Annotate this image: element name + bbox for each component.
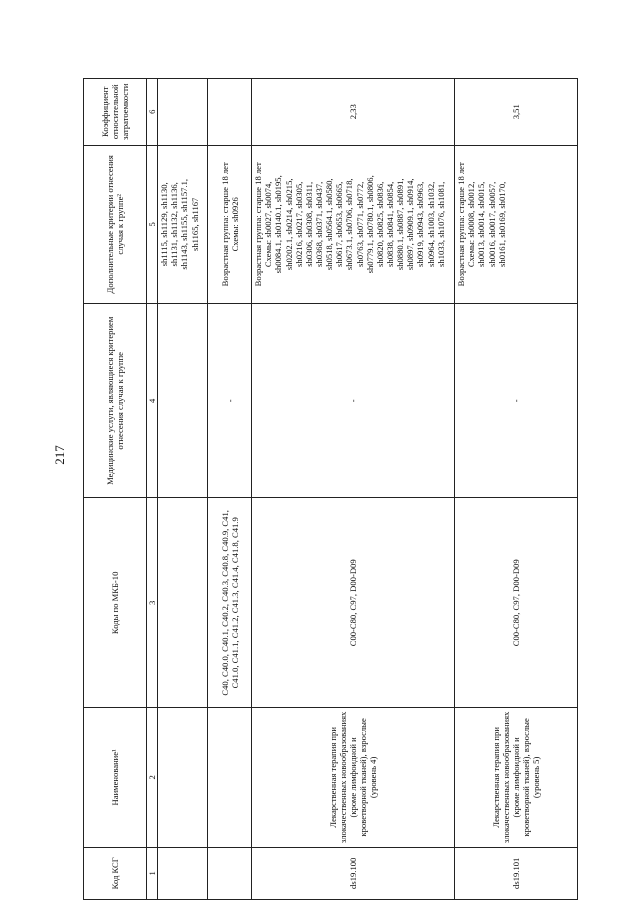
criteria-line: sh0518, sh0564.1, sh0580, xyxy=(324,178,335,271)
header-mkb: Коды по МКБ-10 xyxy=(84,498,147,708)
header-services: Медицинские услуги, являющиеся критерием отнесения случая к группе xyxy=(84,304,147,498)
cell-name xyxy=(208,708,252,847)
column-number: 3 xyxy=(147,498,158,708)
header-name: Наименование¹ xyxy=(84,708,147,847)
cell-code: ds19.100 xyxy=(252,847,455,899)
header-coefficient: Коэффициент относительной затратоемкости xyxy=(84,79,147,146)
table-row xyxy=(455,79,578,900)
criteria-line: sh0202.1, sh0214, sh0215, xyxy=(283,178,294,271)
cell-services: - xyxy=(252,304,455,498)
cell-mkb xyxy=(158,498,208,708)
column-number-row xyxy=(147,79,158,900)
criteria-line: sh1033, sh1076, sh1081, xyxy=(435,181,446,267)
criteria-line: sh0820, sh0825, sh0836, xyxy=(374,181,385,267)
cell-name: Лекарственная терапия при злокачественных новообразованиях (кроме лимфоидной и кроветворной тканей), взрослые (уровень 5) xyxy=(455,708,578,847)
cell-services: - xyxy=(208,304,252,498)
criteria-line: sh0897, sh0909.1, sh0914, xyxy=(405,178,416,271)
criteria-line: sh0084.1, sh0140.1, sh0195, xyxy=(273,175,284,274)
cell-criteria xyxy=(252,145,455,304)
criteria-line: Схемы: sh0027, sh0074, xyxy=(263,181,274,268)
criteria-line: Схемы: sh0008, sh0012, xyxy=(466,181,477,268)
header-criteria: Дополнительные критерии отнесения случая к группе² xyxy=(84,145,147,304)
column-number: 1 xyxy=(147,847,158,899)
criteria-line: sh0216, sh0217, sh0305, xyxy=(293,181,304,267)
cell-coefficient xyxy=(158,79,208,146)
column-number: 5 xyxy=(147,145,158,304)
cell-name xyxy=(158,708,208,847)
table-row xyxy=(158,79,208,900)
criteria-line: sh0016, sh0017, sh0057, xyxy=(486,181,497,267)
rotated-page-content xyxy=(83,78,578,900)
ksg-table xyxy=(83,78,578,900)
cell-coefficient: 2,33 xyxy=(252,79,455,146)
cell-coefficient xyxy=(208,79,252,146)
header-row xyxy=(84,79,147,900)
cell-mkb: C40, C40.0, C40.1, C40.2, C40.3, C40.8, C40.9, C41, C41.0, C41.1, C41.2, C41.3, C41.4, C41.8, C41.9 xyxy=(208,498,252,708)
page-number-text: 217 xyxy=(52,445,67,465)
criteria-line: sh1131, sh1132, sh1136, xyxy=(169,182,180,267)
criteria-line: sh0673.1, sh0706, sh0718, xyxy=(344,178,355,271)
criteria-line: Возрастная группа: старше 18 лет xyxy=(456,162,467,287)
table-row xyxy=(208,79,252,900)
criteria-line: sh0964, sh1003, sh1032, xyxy=(425,181,436,267)
cell-criteria xyxy=(208,145,252,304)
criteria-line: sh0763, sh0771, sh0772, xyxy=(354,181,365,267)
cell-code: ds19.101 xyxy=(455,847,578,899)
column-number: 6 xyxy=(147,79,158,146)
criteria-line: Возрастная группа: старше 18 лет xyxy=(219,162,230,287)
criteria-line: Схемы: sh0926 xyxy=(229,197,240,252)
cell-services xyxy=(158,304,208,498)
header-code: Код КСГ xyxy=(84,847,147,899)
criteria-line: sh1143, sh1155, sh1157.1, xyxy=(179,178,190,270)
criteria-line: sh0919, sh0943, sh0963, xyxy=(415,181,426,267)
criteria-line: sh0779.1, sh0780.1, sh0806, xyxy=(364,175,375,274)
criteria-line: sh0306, sh0308, sh0311, xyxy=(303,181,314,267)
cell-code xyxy=(158,847,208,899)
cell-criteria xyxy=(455,145,578,304)
criteria-line: sh0013, sh0014, sh0015, xyxy=(476,181,487,267)
cell-coefficient: 3,51 xyxy=(455,79,578,146)
column-number: 4 xyxy=(147,304,158,498)
criteria-line: sh1165, sh1167 xyxy=(189,197,200,251)
table-row xyxy=(252,79,455,900)
criteria-line: sh0368, sh0371, sh0437, xyxy=(313,181,324,267)
criteria-line: sh0161, sh0169, sh0170, xyxy=(496,181,507,267)
cell-mkb: C00-C80, C97, D00-D09 xyxy=(455,498,578,708)
criteria-line: sh0617, sh0653, sh0665, xyxy=(334,181,345,267)
cell-criteria xyxy=(158,145,208,304)
criteria-line: Возрастная группа: старше 18 лет xyxy=(253,162,264,287)
cell-services: - xyxy=(455,304,578,498)
criteria-line: sh0838, sh0841, sh0854, xyxy=(384,181,395,267)
cell-mkb: C00-C80, C97, D00-D09 xyxy=(252,498,455,708)
criteria-line: sh1115, sh1129, sh1130, xyxy=(159,182,170,267)
criteria-line: sh0880.1, sh0887, sh0891, xyxy=(395,178,406,271)
cell-code xyxy=(208,847,252,899)
cell-name: Лекарственная терапия при злокачественных новообразованиях (кроме лимфоидной и кроветворной тканей), взрослые (уровень 4) xyxy=(252,708,455,847)
column-number: 2 xyxy=(147,708,158,847)
